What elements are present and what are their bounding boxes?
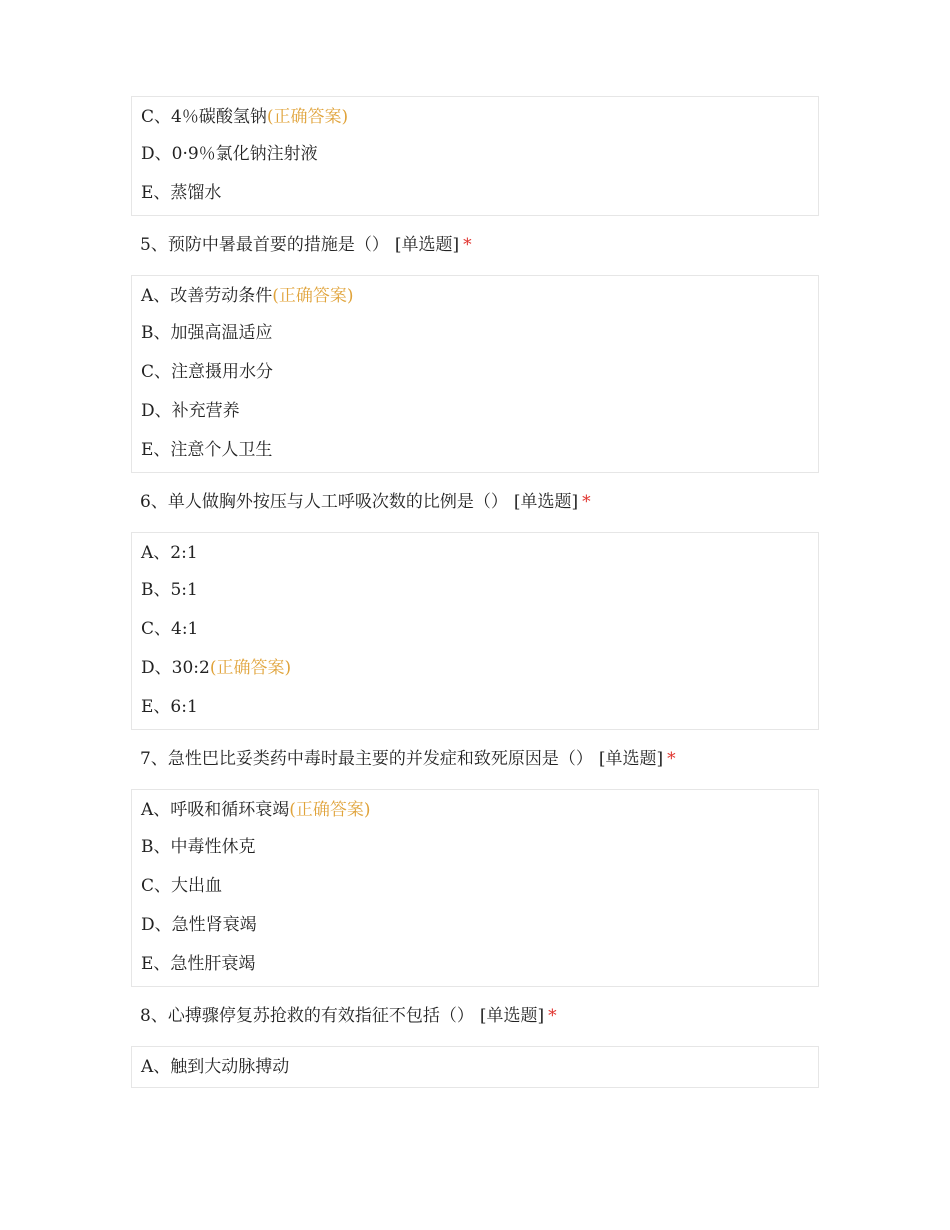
option-text: D、补充营养 [141,401,240,421]
option-list [131,275,819,473]
option-text: E、注意个人卫生 [141,440,273,460]
option-item [132,828,818,867]
option-item [132,571,818,610]
option-text: B、中毒性休克 [141,837,256,857]
question-text: 5、预防中暑最首要的措施是（） [140,235,389,255]
quiz-page [131,96,819,1088]
option-item [132,174,818,213]
option-item [132,392,818,431]
option-item [132,906,818,945]
option-item [132,688,818,727]
option-item [132,135,818,174]
option-item [132,314,818,353]
question-type: [单选题] [479,1006,545,1026]
option-text: C、注意摄用水分 [141,362,274,382]
option-text: A、触到大动脉搏动 [141,1057,290,1077]
correct-answer-tag: (正确答案) [272,286,354,306]
option-item [132,610,818,649]
option-text: C、大出血 [141,876,223,896]
option-item [132,1049,818,1085]
question-text: 6、单人做胸外按压与人工呼吸次数的比例是（） [140,492,508,512]
option-text: E、急性肝衰竭 [141,954,256,974]
required-mark: * [463,235,472,255]
option-item [132,278,818,314]
option-list [131,1046,819,1088]
option-text: D、0·9％氯化钠注射液 [141,144,318,164]
option-text: C、4％碳酸氢钠 [141,107,267,127]
option-text: B、加强高温适应 [141,323,273,343]
option-item [132,792,818,828]
required-mark: * [582,492,591,512]
question-title [131,730,819,789]
option-text: D、急性肾衰竭 [141,915,257,935]
option-list [131,96,819,216]
question-text: 7、急性巴比妥类药中毒时最主要的并发症和致死原因是（） [140,749,593,769]
option-list [131,532,819,730]
option-text: D、30:2 [141,658,210,678]
option-item [132,945,818,984]
option-text: E、蒸馏水 [141,183,222,203]
question-title [131,473,819,532]
required-mark: * [667,749,676,769]
question-type: [单选题] [598,749,664,769]
correct-answer-tag: (正确答案) [266,107,349,127]
option-item [132,649,818,688]
option-text: A、改善劳动条件 [141,286,273,306]
question-title [131,987,819,1046]
option-text: B、5:1 [141,580,198,600]
option-list [131,789,819,987]
question-text: 8、心搏骤停复苏抢救的有效指征不包括（） [140,1006,474,1026]
correct-answer-tag: (正确答案) [289,800,371,820]
question-title [131,216,819,275]
option-item [132,535,818,571]
required-mark: * [548,1006,557,1026]
correct-answer-tag: (正确答案) [209,658,292,678]
option-text: E、6:1 [141,697,198,717]
question-type: [单选题] [513,492,579,512]
option-item [132,353,818,392]
question-type: [单选题] [394,235,460,255]
option-item [132,431,818,470]
option-item [132,867,818,906]
option-text: C、4:1 [141,619,199,639]
option-text: A、2:1 [141,543,198,563]
option-item [132,99,818,135]
option-text: A、呼吸和循环衰竭 [141,800,290,820]
